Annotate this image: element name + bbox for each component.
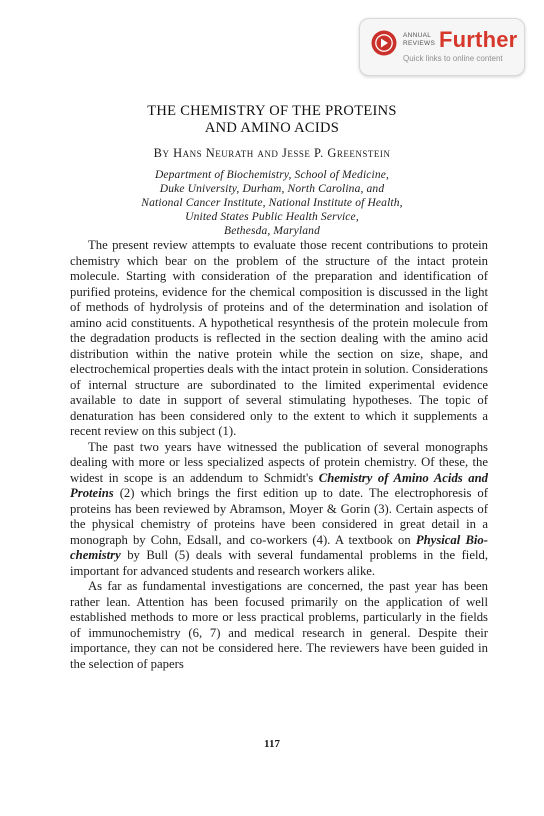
article-title-line-1: THE CHEMISTRY OF THE PROTEINS <box>147 103 397 119</box>
article-title-line-2: AND AMINO ACIDS <box>204 120 340 136</box>
paragraph-monographs: The past two years have witnessed the publication of several monographs dealing with more or less specialized aspects of protein chemistry. Of these, the widest in scope is an addendum to Schmidt's Chemistry of Amino Acids and Proteins (2) which brings the first edition up to date. The electrophoresis of proteins has been reviewed by Abramson, Moyer & Gorin (3). Certain aspects of the physical chemistry of proteins have been considered in great detail in a monograph by Cohn, Edsall, and co-workers (4). A textbook on Physical Biochemistry by Bull (5) deals with several fundamental problems in the field, important for advanced students and research workers alike. <box>70 439 489 578</box>
affiliation-line: Department of Biochemistry, School of Medicine, <box>154 169 390 181</box>
page-number: 117 <box>264 738 280 750</box>
book-title: Physical Biochemistry <box>70 532 489 562</box>
book-title: Chemistry of Amino Acids and Proteins <box>70 470 488 500</box>
paragraph-intro: The present review attempts to evaluate those recent contributions to protein chemistry which bear on the problem of the structure of the intact protein molecule. Starting with consideration of the preparation and identification of purified proteins, evidence for the chemical composition is discussed in the light of methods of hydrolysis of proteins and of the determination and isolation of amino acid constituents. A hypothetical resynthesis of the protein molecule from the degradation products is reflected in the section dealing with the amino acid distribution within the native protein while the section on size, shape, and electrochemical properties deals with the intact protein in solution. Considerations of internal structure are subordinated to the limited experimental evidence available to date in support of several stimulating hypotheses. The topic of denaturation has been considered only to the extent to which it supplements a recent review on this subject (1). <box>70 238 488 438</box>
affiliation-line: National Cancer Institute, National Institute of Health, <box>141 197 403 209</box>
affiliation-line: Bethesda, Maryland <box>224 225 320 237</box>
further-badge[interactable] <box>359 18 525 76</box>
author-byline: By Hans Neurath and Jesse P. Greenstein <box>153 146 391 160</box>
badge-tagline: Quick links to online content <box>403 54 503 63</box>
further-wordmark: Further <box>439 27 518 52</box>
annual-reviews-logo-icon <box>371 30 397 56</box>
affiliation-line: Duke University, Durham, North Carolina, and <box>159 183 385 195</box>
affiliation-line: United States Public Health Service, <box>185 211 359 223</box>
paragraph-fundamental: As far as fundamental investigations are concerned, the past year has been rather lean. Attention has been focused primarily on the application of well established methods to more or less practical problems, particularly in the fields of immunochemistry (6, 7) and medical research in general. Despite their importance, they can not be considered here. The reviewers have been guided in the selection of papers <box>70 579 488 671</box>
article-body <box>70 238 488 672</box>
publisher-name: ANNUAL REVIEWS <box>403 32 436 47</box>
